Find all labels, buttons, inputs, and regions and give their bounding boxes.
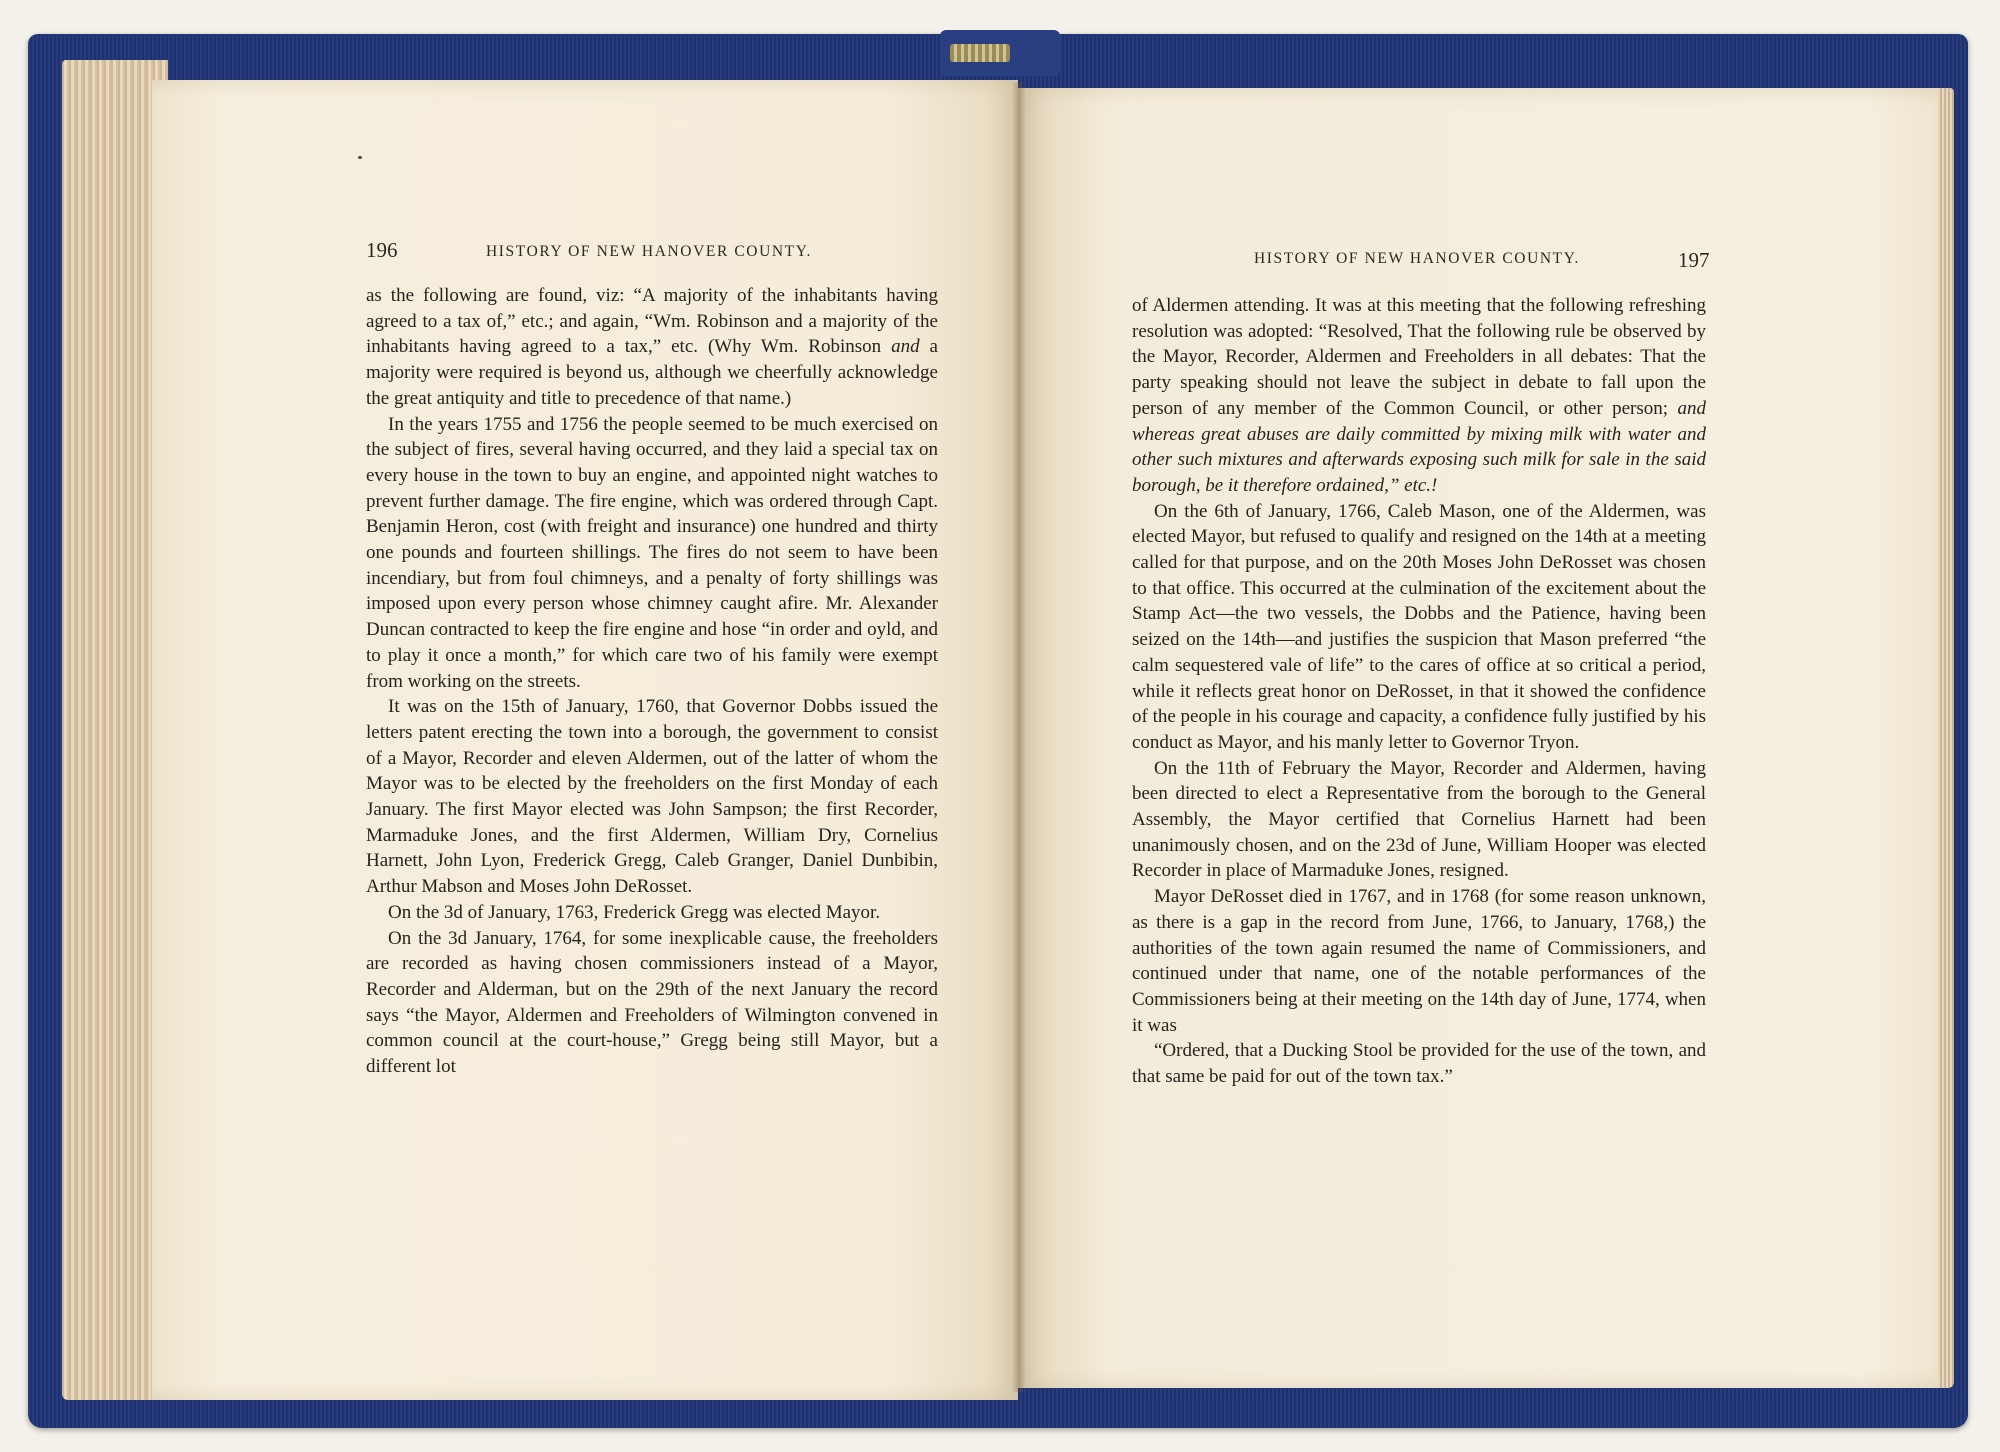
left-body-text	[366, 283, 938, 1080]
text-run: On the 6th of January, 1766, Caleb Mason, one of the Aldermen, was elected Mayor, but refused to qualify and resigned on the 14th at a meeting called for that purpose, and on the 20th Moses John DeRosset was chosen to that office. This occurred at the culmination of the excitement about the Stamp Act—the two vessels, the Dobbs and the Patience, having been seized on the 14th—and justifies the suspicion that Mason preferred “the calm sequestered vale of life” to the cares of office at so critical a period, while it reflects great honor on DeRosset, in that it showed the confidence of the people in his courage and capacity, a confidence fully justified by his conduct as Mayor, and his manly letter to Governor Tryon.	[1132, 500, 1706, 753]
right-running-head: HISTORY OF NEW HANOVER COUNTY.	[1254, 250, 1581, 267]
paragraph	[1132, 1038, 1706, 1089]
page-edges-right	[1936, 88, 1954, 1388]
paragraph	[366, 900, 938, 926]
text-run: “Ordered, that a Ducking Stool be provided for the use of the town, and that same be paid for out of the town tax.”	[1132, 1040, 1706, 1088]
paragraph	[366, 412, 938, 695]
paragraph	[1132, 499, 1706, 756]
left-running-head: HISTORY OF NEW HANOVER COUNTY.	[486, 243, 813, 260]
text-run: of Aldermen attending. It was at this meeting that the following refreshing resolution was adopted: “Resolved, That the following rule be observed by the Mayor, Recorder, Aldermen and Freeholders in all debates: That the party speaking should not leave the subject in debate to fall upon the person of any member of the Common Council, or other person;	[1132, 295, 1706, 419]
book-gutter	[1012, 82, 1026, 1392]
text-run: On the 3d of January, 1763, Frederick Gregg was elected Mayor.	[388, 901, 881, 923]
paragraph	[366, 694, 938, 900]
text-run: In the years 1755 and 1756 the people seemed to be much exercised on the subject of fires, several having occurred, and they laid a special tax on every house in the town to buy an engine, and appointed night watches to prevent further damage. The fire engine, which was ordered through Capt. Benjamin Heron, cost (with freight and insurance) one hundred and thirty one pounds and fourteen shillings. The fires do not seem to have been incendiary, but from foul chimneys, and a penalty of forty shillings was imposed upon every person whose chimney caught afire. Mr. Alexander Duncan contracted to keep the fire engine and hose “in order and oyld, and to play it once a month,” for which care two of his family were exempt from working on the streets.	[366, 413, 938, 692]
italic-text: and whereas great abuses are daily committed by mixing milk with water and other such mixtures and afterwards exposing such milk for sale in the said borough, be it therefore ordained,” etc.!	[1132, 397, 1706, 496]
spine-gilding	[950, 44, 1010, 62]
ink-speck	[358, 156, 362, 159]
italic-text: and	[891, 336, 920, 358]
text-run: as the following are found, viz: “A majority of the inhabitants having agreed to a tax of,” etc.; and again, “Wm. Robinson and a majority of the inhabitants having agreed to a tax,” etc. (Why Wm. Robinson	[366, 285, 938, 358]
paragraph	[366, 926, 938, 1080]
text-run: It was on the 15th of January, 1760, that Governor Dobbs issued the letters patent erecting the town into a borough, the government to consist of a Mayor, Recorder and eleven Aldermen, out of the latter of whom the Mayor was to be elected by the freeholders on the first Monday of each January. The first Mayor elected was John Sampson; the first Recorder, Marmaduke Jones, and the first Aldermen, William Dry, Cornelius Harnett, John Lyon, Frederick Gregg, Caleb Granger, Daniel Dunbibin, Arthur Mabson and Moses John DeRosset.	[366, 696, 938, 898]
right-body-text	[1132, 293, 1706, 1090]
text-run: On the 3d January, 1764, for some inexplicable cause, the freeholders are recorded as having chosen commissioners instead of a Mayor, Recorder and Alderman, but on the 29th of the next January the record says “the Mayor, Aldermen and Freeholders of Wilmington convened in common council at the court-house,” Gregg being still Mayor, but a different lot	[366, 927, 938, 1078]
paragraph	[1132, 756, 1706, 885]
text-run: Mayor DeRosset died in 1767, and in 1768 (for some reason unknown, as there is a gap in the record from June, 1766, to January, 1768,) the authorities of the town again resumed the name of Commissioners, and continued under that name, one of the notable performances of the Commissioners being at their meeting on the 14th day of June, 1774, when it was	[1132, 886, 1706, 1036]
text-run: On the 11th of February the Mayor, Recorder and Aldermen, having been directed to elect a Representative from the borough to the General Assembly, the Mayor certified that Cornelius Harnett had been unanimously chosen, and on the 23d of June, William Hooper was elected Recorder in place of Marmaduke Jones, resigned.	[1132, 757, 1706, 882]
text-run: a majority were required is beyond us, although we cheerfully acknowledge the great antiquity and title to precedence of that name.)	[366, 336, 938, 409]
right-folio: 197	[1678, 248, 1710, 272]
paragraph	[1132, 293, 1706, 499]
paragraph	[1132, 884, 1706, 1038]
paragraph	[366, 283, 938, 412]
left-folio: 196	[366, 238, 398, 262]
